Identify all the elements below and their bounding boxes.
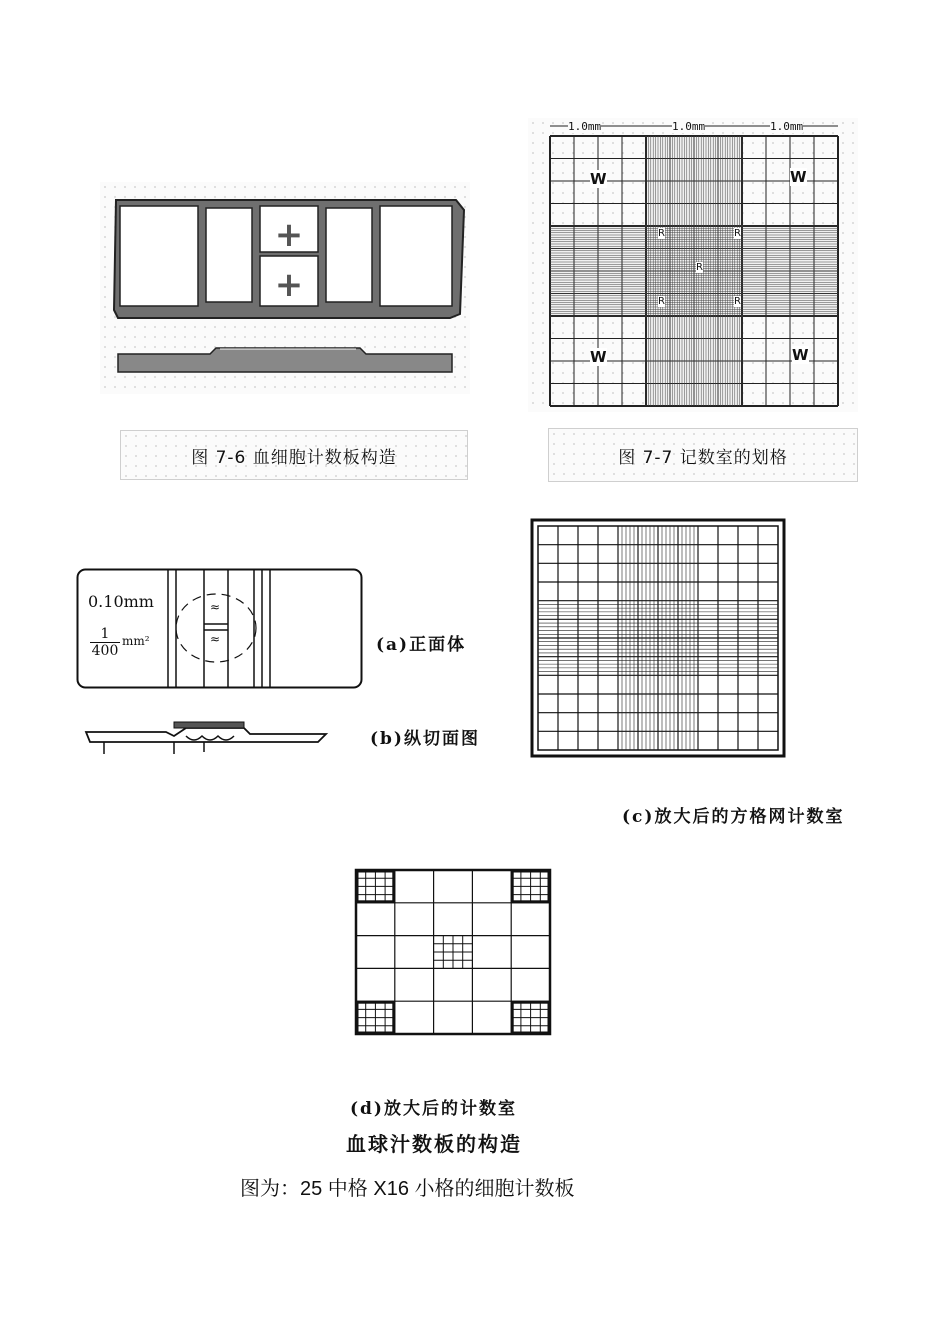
label-c: (c)放大后的方格网计数室 [622,807,845,827]
center-label-r: R [734,228,741,239]
enlarged-chamber-25x16 [352,866,554,1038]
area-unit: mm² [122,634,150,648]
scale-label-2: 1.0mm [672,120,706,133]
label-b: (b)纵切面图 [370,729,480,749]
figure-7-7-caption: 图 7-7 记数室的划格 [618,447,788,468]
plus-mark-upper: + [274,215,304,255]
area-numerator: 1 [100,626,110,642]
figure-7-6-caption-box [120,430,468,480]
footer-caption: 图为：25 中格 X16 小格的细胞计数板 [240,1178,575,1200]
label-a: (a)正面体 [376,635,467,655]
hemocytometer-drawing [100,182,470,394]
figure-7-6-caption: 图 7-6 血细胞计数板构造 [191,447,397,468]
area-denominator: 400 [91,643,119,659]
center-label-r: R [658,228,665,239]
counting-chamber-grid [528,118,858,412]
scale-label-1: 1.0mm [568,120,602,133]
center-label-r: R [734,296,741,307]
corner-label-w: W [790,168,807,186]
label-d: (d)放大后的计数室 [350,1099,517,1119]
corner-label-w: W [590,170,607,188]
figure-7-7-panel [528,118,858,412]
figure-7-7-caption-box [548,428,858,482]
plus-mark-lower: + [274,265,304,305]
corner-label-w: W [590,348,607,366]
figure-7-6-panel [100,182,470,394]
scale-label-3: 1.0mm [770,120,804,133]
corner-label-w: W [792,346,809,364]
slide-section-view [82,718,332,758]
enlarged-counting-grid [530,518,786,758]
depth-label: 0.10mm [88,592,154,611]
slide-front-view [76,568,364,690]
chamber-marker-lower: ≈ [210,632,221,646]
center-label-r: R [696,262,703,273]
figure-title: 血球汁数板的构造 [346,1132,522,1156]
chamber-marker-upper: ≈ [210,600,221,614]
center-label-r: R [658,296,665,307]
